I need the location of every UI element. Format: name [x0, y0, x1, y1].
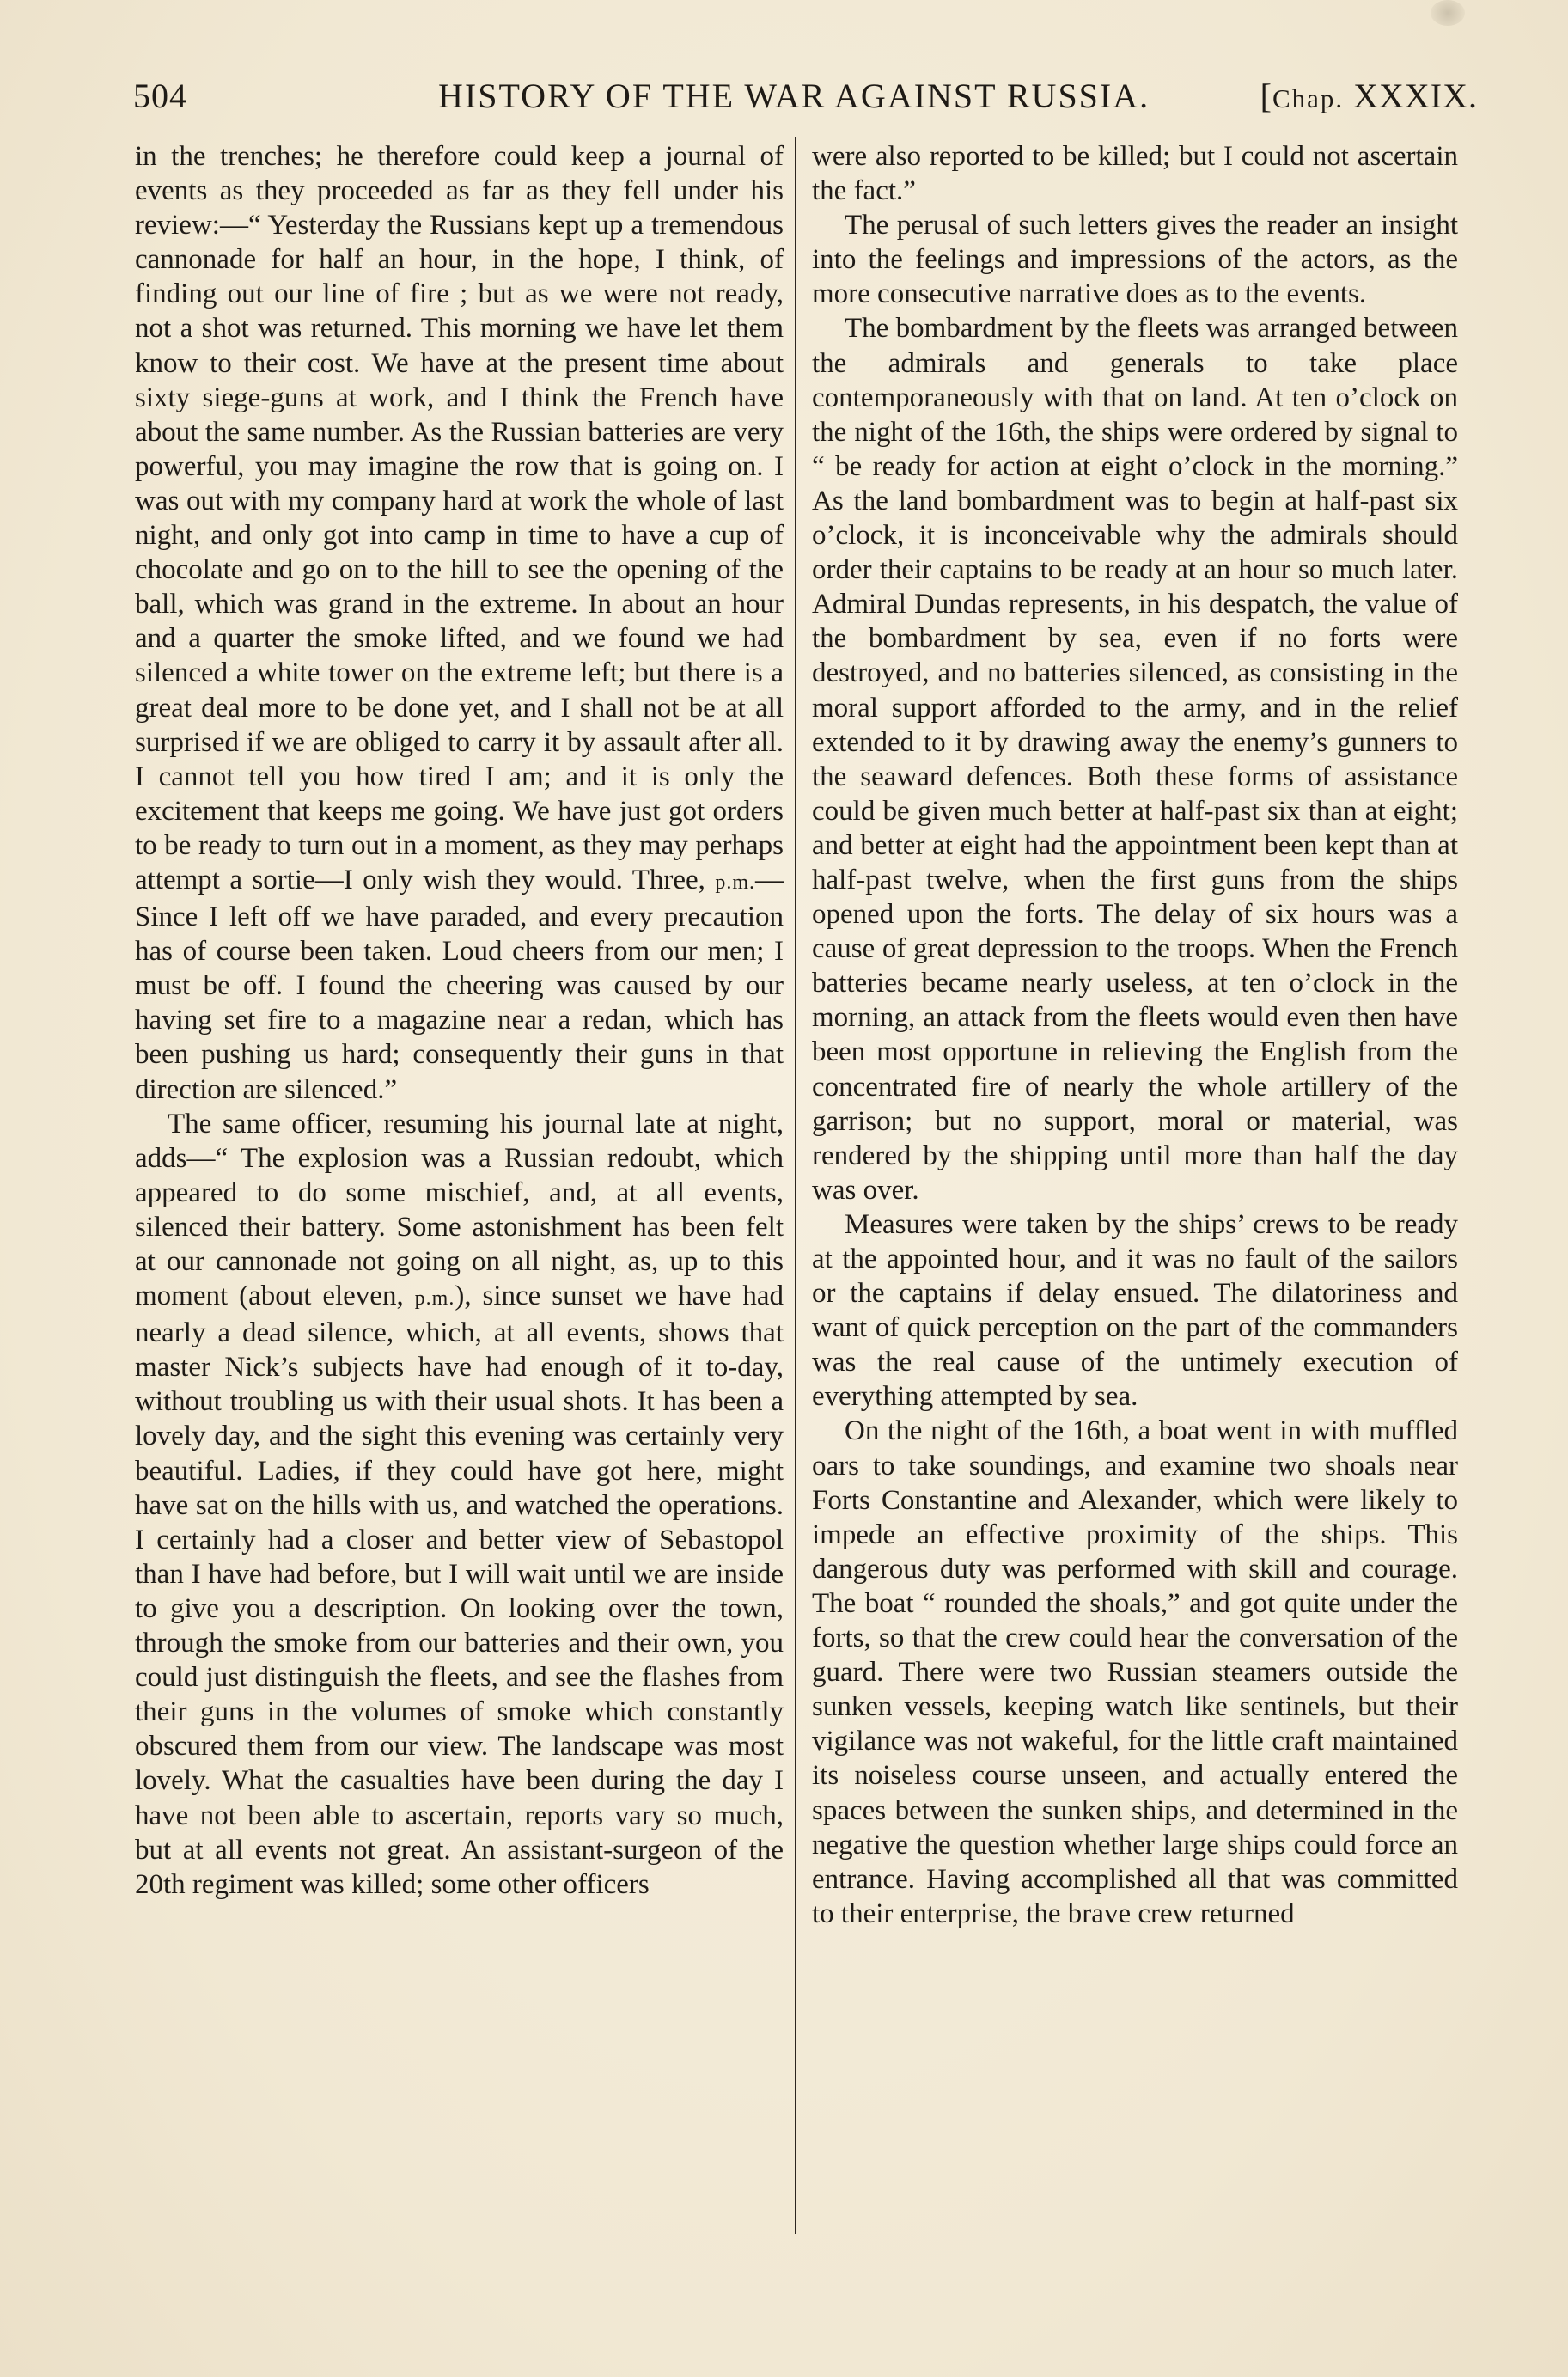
left-paragraph-2-text-b: ), since sunset we have had nearly a dead silence, which, at all events, shows that master Nick’s subjects have had enough of it to-day, without troubling us with their usual shots. It has been a lovely day, and the sight this evening was certainly very beautiful. Ladies, if they could have got here, might have sat on the hills with us, and watched the operations. I certainly had a closer and better view of Sebastopol than I have had before, but I will wait until we are inside to give you a description. On looking over the town, through the smoke from our batteries and their own, you could just distinguish the fleets, and see the flashes from their guns in the volumes of smoke which constantly obscured them from our view. The landscape was most lovely. What the casualties have been during the day I have not been able to ascertain, reports vary so much, but at all events not great. An assistant-surgeon of the 20th regiment was killed; some other officers: [135, 1280, 784, 1900]
left-paragraph-2-text-a: The same officer, resuming his journal late at night, adds—“ The explosion was a Russian redoubt, which appeared to do some mischief, and, at all events, silenced their battery. Some astonishment has been felt at our cannonade not going on all night, as, up to this moment (about eleven,: [135, 1108, 784, 1312]
page-header: [133, 76, 1478, 119]
left-paragraph-1-text: in the trenches; he therefore could keep a journal of events as they proceeded as far as they fell under his review:—“ Yesterday the Russians kept up a tremendous cannonade for half an hour, in the hope, I think, of finding out our line of fire ; but as we were not ready, not a shot was returned. This morning we have let them know to their cost. We have at the present time about sixty siege-guns at work, and I think the French have about the same number. As the Russian batteries are very powerful, you may imagine the row that is going on. I was out with my company hard at work the whole of last night, and only got into camp in time to have a cup of chocolate and go on to the hill to see the opening of the ball, which was grand in the extreme. In about an hour and a quarter the smoke lifted, and we found we had silenced a white tower on the extreme left; but there is a great deal more to be done yet, and I shall not be at all surprised if we are obliged to carry it by assault after all. I cannot tell you how tired I am; and it is only the excitement that keeps me going. We have just got orders to be ready to turn out in a moment, as they may perhaps attempt a sortie—I only wish they would. Three,: [135, 141, 784, 895]
right-paragraph-5: On the night of the 16th, a boat went in with muffled oars to take soundings, and examine two shoals near Forts Constantine and Alexander, which were likely to impede an effective proximity of the ships. This dangerous duty was performed with skill and courage. The boat “ rounded the shoals,” and got quite under the forts, so that the crew could hear the conversation of the guard. There were two Russian steamers outside the sunken vessels, keeping watch like sentinels, but their vigilance was not wakeful, for the little craft maintained its noiseless course unseen, and actually entered the spaces between the sunken ships, and determined in the negative the question whether large ships could force an entrance. Having accomplished all that was committed to their enterprise, the brave crew returned: [812, 1415, 1458, 1929]
chapter-number: XXXIX.: [1353, 76, 1478, 115]
left-paragraph-1: [135, 139, 784, 1107]
running-title: HISTORY OF THE WAR AGAINST RUSSIA.: [438, 76, 1150, 115]
chapter-bracket: [: [1260, 76, 1272, 115]
column-rule: [795, 137, 796, 2234]
right-paragraph-2: The perusal of such letters gives the reader an insight into the feelings and impressions of the actors, as the more consecutive narrative does as to the events.: [812, 210, 1458, 310]
left-paragraph-1-time: p.m.: [715, 871, 755, 894]
left-paragraph-1-end: —Since I left off we have paraded, and every precaution has of course been taken. Loud cheers from our men; I must be off. I found the cheering was caused by our having set fire to a magazine near a redan, which has been pushing us hard; consequently their guns in that direction are silenced.”: [135, 864, 784, 1105]
chapter-abbrev: Chap.: [1272, 83, 1345, 113]
chapter-reference: [1260, 76, 1478, 116]
right-paragraph-4: Measures were taken by the ships’ crews to be ready at the appointed hour, and it was no fault of the sailors or the captains if delay ensued. The dilatoriness and want of quick perception on the part of the commanders was the real cause of the untimely execution of everything attempted by sea.: [812, 1208, 1458, 1413]
right-paragraph-1: were also reported to be killed; but I could not ascertain the fact.”: [812, 141, 1458, 207]
left-paragraph-2-time: p.m.: [414, 1287, 455, 1311]
paper-stain: [1431, 0, 1465, 26]
page-number: 504: [133, 76, 187, 115]
left-paragraph-2: [135, 1107, 784, 1902]
left-column: [135, 139, 784, 1902]
right-column: [812, 139, 1458, 1931]
right-paragraph-3: The bombardment by the fleets was arranged between the admirals and generals to take place contemporaneously with that on land. At ten o’clock on the night of the 16th, the ships were ordered by signal to “ be ready for action at eight o’clock in the morning.” As the land bombardment was to begin at half-past six o’clock, it is inconceivable why the admirals should order their captains to be ready at an hour so much later. Admiral Dundas represents, in his despatch, the value of the bombardment by sea, even if no forts were destroyed, and no batteries silenced, as consisting in the moral support afforded to the army, and in the relief extended to it by drawing away the enemy’s gunners to the seaward defences. Both these forms of assistance could be given much better at half-past six than at eight; and better at eight had the appointment been kept than at half-past twelve, when the first guns from the ships opened upon the forts. The delay of six hours was a cause of great depression to the troops. When the French batteries became nearly useless, at ten o’clock in the morning, an attack from the fleets would even then have been most opportune in relieving the English from the concentrated fire of nearly the whole artillery of the garrison; but no support, moral or material, was rendered by the shipping until more than half the day was over.: [812, 313, 1458, 1206]
